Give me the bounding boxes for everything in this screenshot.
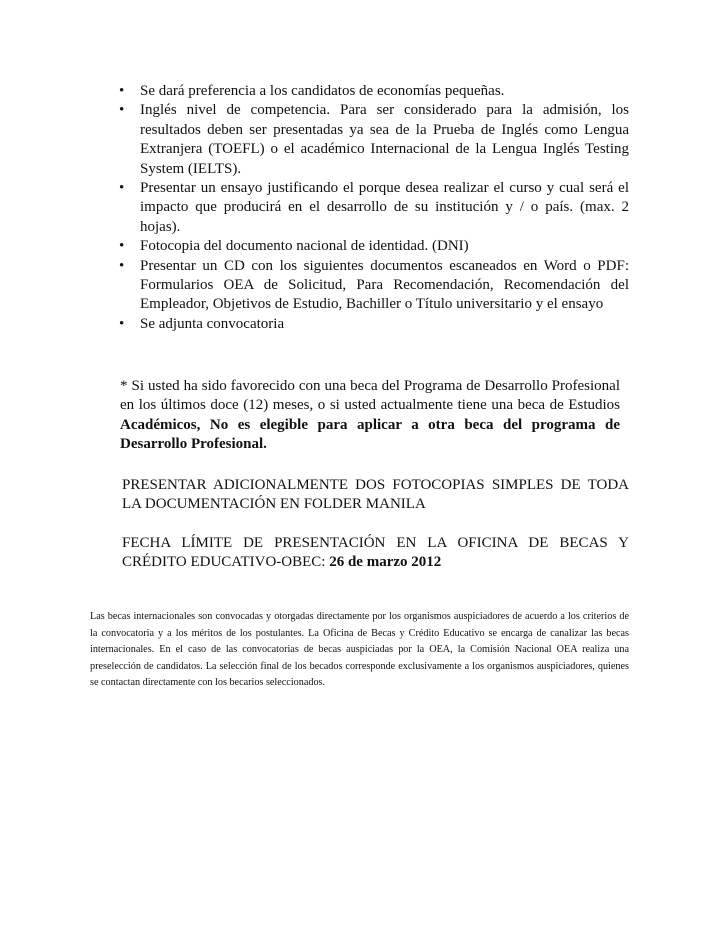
requirement-text: Se dará preferencia a los candidatos de economías pequeñas.: [140, 83, 505, 99]
eligibility-note-bold: Académicos, No es elegible para aplicar a otra beca del programa de Desarrollo Profesional.: [120, 416, 620, 453]
requirement-item: [119, 237, 629, 256]
deadline-date: 26 de marzo 2012: [329, 554, 442, 571]
requirement-item: [119, 257, 629, 315]
bullet-icon: •: [119, 257, 125, 274]
requirement-item: [119, 315, 629, 334]
bullet-icon: •: [119, 180, 125, 197]
requirement-item: [119, 179, 629, 237]
additional-copies-instruction: PRESENTAR ADICIONALMENTE DOS FOTOCOPIAS SIMPLES DE TODA LA DOCUMENTACIÓN EN FOLDER MANILA: [122, 477, 629, 513]
eligibility-note-paragraph: [120, 377, 620, 455]
deadline-paragraph: [122, 534, 629, 573]
requirement-text: Fotocopia del documento nacional de identidad. (DNI): [140, 238, 469, 255]
requirements-list: [119, 82, 629, 334]
requirement-text: Presentar un CD con los siguientes documentos escaneados en Word o PDF: Formularios OEA de Solicitud, Para Recomendación, Recomendación del Empleador, Objetivos de Estudio, Bachiller o Título universitario y el ensayo: [140, 257, 629, 313]
deadline-label: FECHA LÍMITE DE PRESENTACIÓN EN LA OFICINA DE BECAS Y CRÉDITO EDUCATIVO-OBEC:: [122, 535, 629, 571]
bullet-icon: •: [119, 315, 125, 332]
eligibility-note: [120, 377, 620, 455]
eligibility-note-text: * Si usted ha sido favorecido con una beca del Programa de Desarrollo Profesional en los últimos doce (12) meses, o si usted actualmente tiene una beca de Estudios: [120, 378, 620, 414]
requirement-text: Se adjunta convocatoria: [140, 315, 285, 332]
footer-note: Las becas internacionales son convocadas y otorgadas directamente por los organismos auspiciadores de acuerdo a los criterios de la convocatoria y a los méritos de los postulantes. La Oficina de Becas y Crédito Educativo se encarga de canalizar las becas internacionales. En el caso de las convocatorias de becas auspiciadas por la OEA, la Comisión Nacional OEA realiza una preselección de candidatos. La selección final de los becados corresponde exclusivamente a los organismos auspiciadores, quienes se contactan directamente con los becarios seleccionados.: [90, 611, 629, 689]
requirement-text: Inglés nivel de competencia. Para ser considerado para la admisión, los resultados deben ser presentadas ya sea de la Prueba de Inglés como Lengua Extranjera (TOEFL) o el académico Internacional de la Lengua Inglés Testing System (IELTS).: [140, 102, 629, 177]
requirement-item: [119, 82, 629, 101]
requirement-text: Presentar un ensayo justificando el porque desea realizar el curso y cual será el impacto que producirá en el desarrollo de su institución y / o país. (max. 2 hojas).: [140, 180, 629, 235]
bullet-icon: •: [119, 83, 125, 99]
requirement-item: [119, 101, 629, 179]
bullet-icon: •: [119, 102, 125, 119]
bullet-icon: •: [119, 238, 125, 255]
